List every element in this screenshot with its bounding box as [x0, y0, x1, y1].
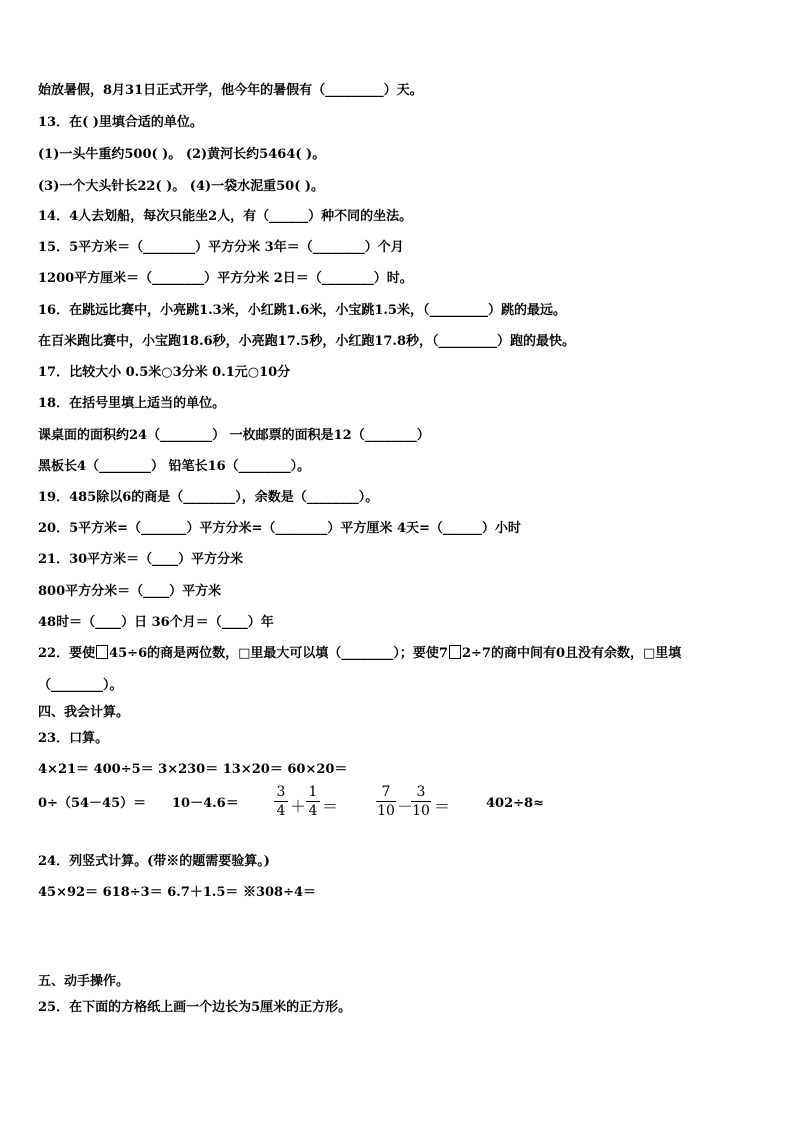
q22-text-2: 45÷6的商是两位数， — [109, 646, 239, 661]
q13-row2: (3)一个大头针长22( )。 (4)一袋水泥重50( )。 — [38, 179, 325, 194]
fraction-denominator: 4 — [276, 803, 286, 819]
q23-row1: 4×21＝ 400÷5＝ 3×230＝ 13×20＝ 60×20＝ — [38, 762, 348, 777]
q22-text-5: 里填 — [655, 646, 682, 661]
section-5-title: 五、动手操作。 — [38, 974, 130, 989]
q17: 17．比较大小 0.5米○3分米 0.1元○10分 — [38, 365, 291, 380]
q19: 19．485除以6的商是（________），余数是（________）。 — [38, 490, 379, 505]
q23-row2-b: 10－4.6＝ — [172, 796, 239, 811]
fraction-3 — [376, 784, 396, 819]
q16-row2: 在百米跑比赛中，小宝跑18.6秒，小亮跑17.5秒，小红跑17.8秒，（_________）跑的最快。 — [38, 334, 575, 349]
fraction-2 — [306, 784, 320, 819]
q18-row2: 黑板长4（________） 铅笔长16（________）。 — [38, 459, 311, 474]
q15-row1: 15．5平方米＝（________）平方分米 3年＝（________）个月 — [38, 240, 404, 255]
fraction-numerator: 3 — [416, 784, 426, 800]
q23-row2-e: 402÷8≈ — [486, 796, 544, 811]
q22-row2: （________）。 — [38, 678, 123, 693]
fraction-denominator: 10 — [377, 803, 395, 819]
q20: 20．5平方米=（_______）平方分米=（________）平方厘米 4天=（______）小时 — [38, 521, 521, 536]
q22-text-3: 里最大可以填（________）；要使7 — [250, 646, 448, 661]
q21-row1: 21．30平方米＝（____）平方分米 — [38, 552, 244, 567]
fraction-1 — [274, 784, 288, 819]
q23-row2-a: 0÷（54－45）＝ — [38, 796, 147, 811]
q21-row3: 48时＝（____）日 36个月＝（____）年 — [38, 615, 274, 630]
fraction-numerator: 7 — [381, 784, 391, 800]
section-4-title: 四、我会计算。 — [38, 705, 130, 720]
fraction-denominator: 4 — [308, 803, 318, 819]
q13-row1: (1)一头牛重约500( )。 (2)黄河长约5464( )。 — [38, 147, 326, 162]
q12-continuation: 始放暑假，8月31日正式开学，他今年的暑假有（_________）天。 — [38, 83, 423, 98]
fraction-bar — [274, 801, 288, 802]
q18-title: 18．在括号里填上适当的单位。 — [38, 396, 226, 411]
plus-sign: ＋ — [290, 797, 307, 816]
q13-title: 13．在( )里填合适的单位。 — [38, 115, 203, 130]
q24-title: 24．列竖式计算。(带※的题需要验算。) — [38, 854, 270, 869]
q23-title: 23．口算。 — [38, 731, 109, 746]
q22-row1: 22．要使 45÷6的商是两位数，□里最大可以填（________）；要使7 2÷7的商中间有0且没有余数，□里填 — [38, 646, 682, 661]
q16-row1: 16．在跳远比赛中，小亮跳1.3米，小红跳1.6米，小宝跳1.5米，（_________）跳的最远。 — [38, 303, 566, 318]
blank-square-icon — [449, 645, 461, 659]
equals-sign: ＝ — [434, 797, 451, 816]
q22-text-1: 22．要使 — [38, 646, 96, 661]
fraction-numerator: 3 — [276, 784, 286, 800]
fraction-bar — [376, 801, 396, 802]
fraction-denominator: 10 — [412, 803, 430, 819]
q22-text-4: 2÷7的商中间有0且没有余数， — [461, 646, 643, 661]
minus-sign: － — [397, 797, 414, 816]
q25: 25．在下面的方格纸上画一个边长为5厘米的正方形。 — [38, 1000, 352, 1015]
q14: 14．4人去划船，每次只能坐2人，有（______）种不同的坐法。 — [38, 209, 413, 224]
fraction-numerator: 1 — [308, 784, 318, 800]
q24-row1: 45×92＝ 618÷3＝ 6.7＋1.5＝ ※308÷4＝ — [38, 885, 317, 900]
equals-sign: ＝ — [322, 797, 339, 816]
q15-row2: 1200平方厘米＝（________）平方分米 2日＝（________）时。 — [38, 271, 413, 286]
blank-square-icon — [96, 645, 108, 659]
fraction-bar — [306, 801, 320, 802]
fraction-bar — [411, 801, 431, 802]
fraction-4 — [411, 784, 431, 819]
q18-row1: 课桌面的面积约24（________） 一枚邮票的面积是12（________） — [38, 428, 430, 443]
q21-row2: 800平方分米＝（____）平方米 — [38, 584, 222, 599]
